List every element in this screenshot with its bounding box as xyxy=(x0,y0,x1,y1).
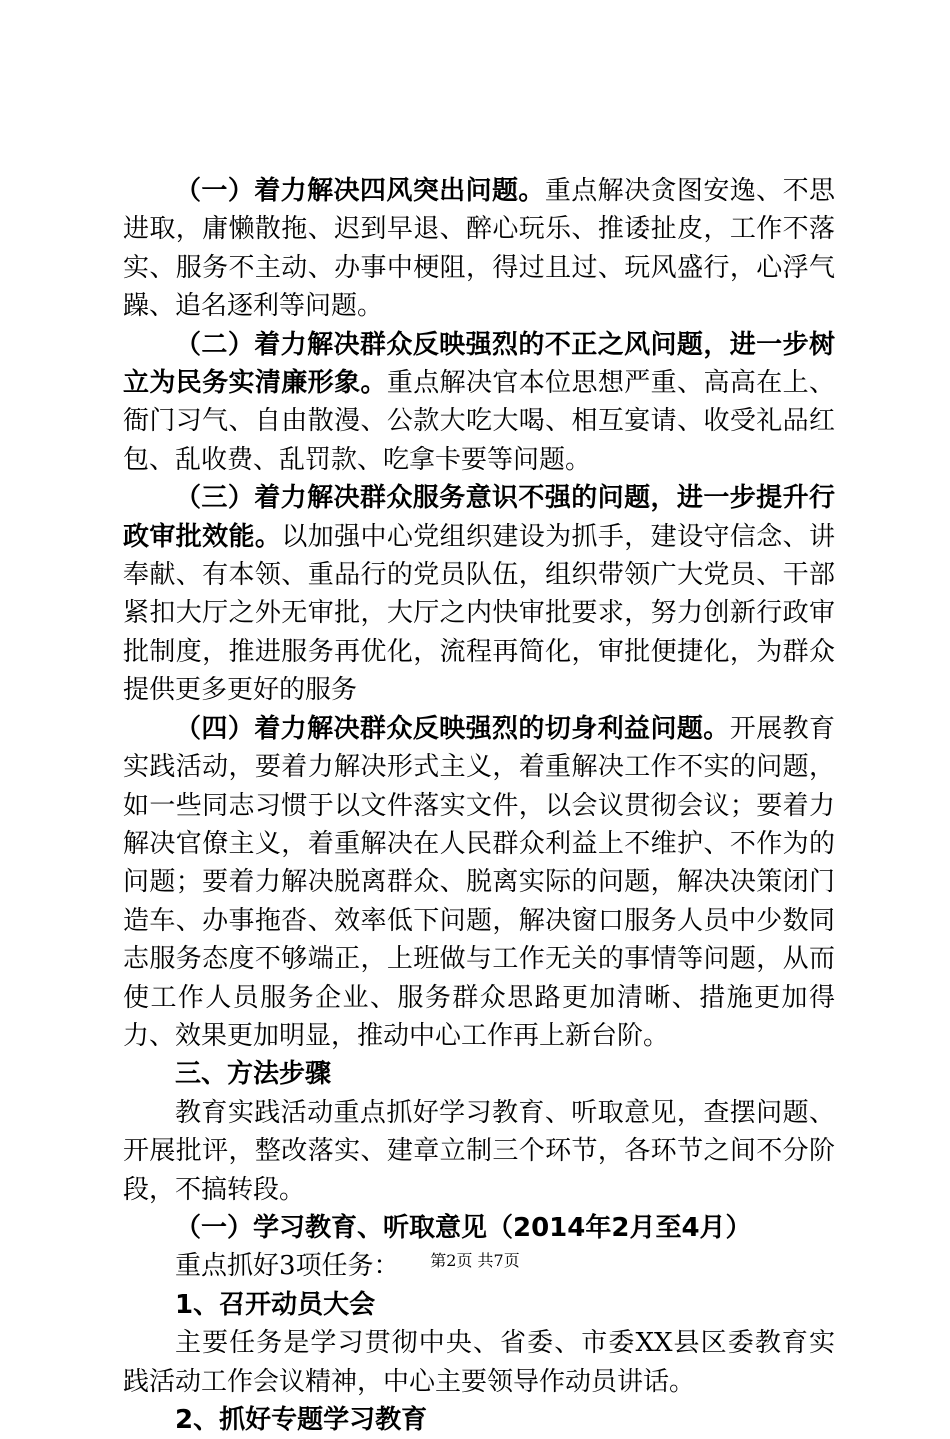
paragraph-heading: 2、抓好专题学习教育 xyxy=(175,1405,428,1435)
page-footer: 第2页 共7页 xyxy=(430,1251,520,1270)
section-heading-methods xyxy=(123,1055,835,1093)
paragraph-2 xyxy=(123,326,835,480)
paragraph-heading: （三）着力解决群众服务意识不强的问题，进一步提升行政审批效能。 xyxy=(123,483,835,552)
paragraph-text: 教育实践活动重点抓好学习教育、听取意见，查摆问题、开展批评，整改落实、建章立制三个环节，各环节之间不分阶段，不搞转段。 xyxy=(123,1097,835,1205)
paragraph-text: 重点解决官本位思想严重、高高在上、衙门习气、自由散漫、公款大吃大喝、相互宴请、收受礼品红包、乱收费、乱罚款、吃拿卡要等问题。 xyxy=(123,368,835,475)
paragraph-heading: 三、方法步骤 xyxy=(175,1059,332,1090)
paragraph-7 xyxy=(123,1324,835,1401)
paragraph-4 xyxy=(123,710,835,1056)
paragraph-heading: （二）着力解决群众反映强烈的不正之风问题，进一步树立为民务实清廉形象。 xyxy=(123,329,835,399)
paragraph-text: 重点解决贪图安逸、不思进取，庸懒散拖、迟到早退、醉心玩乐、推诿扯皮，工作不落实、服务不主动、办事中梗阻，得过且过、玩风盛行，心浮气躁、追名逐利等问题。 xyxy=(123,176,835,322)
paragraph-heading: （一）着力解决四风突出问题。 xyxy=(175,176,545,206)
item-heading-1 xyxy=(123,1286,835,1324)
paragraph-text: 重点抓好3项任务： xyxy=(175,1251,400,1282)
paragraph-text: 以加强中心党组织建设为抓手，建设守信念、讲奉献、有本领、重品行的党员队伍，组织带领广大党员、干部紧扣大厅之外无审批，大厅之内快审批要求，努力创新行政审批制度，推进服务再优化，流程再简化，审批便捷化，为群众提供更多更好的服务 xyxy=(123,521,835,706)
paragraph-heading: （四）着力解决群众反映强烈的切身利益问题。 xyxy=(175,713,730,744)
subheading-learning xyxy=(123,1209,835,1247)
item-heading-2 xyxy=(123,1401,835,1439)
paragraph-heading: 1、召开动员大会 xyxy=(175,1289,376,1320)
paragraph-text: 主要任务是学习贯彻中央、省委、市委XX县区委教育实践活动工作会议精神，中心主要领导作动员讲话。 xyxy=(123,1328,835,1397)
paragraph-3 xyxy=(123,479,835,709)
paragraph-1 xyxy=(123,172,835,326)
paragraph-heading: （一）学习教育、听取意见（2014年2月至4月） xyxy=(175,1212,752,1243)
paragraph-5 xyxy=(123,1094,835,1209)
paragraph-text: 开展教育实践活动，要着力解决形式主义，着重解决工作不实的问题，如一些同志习惯于以文件落实文件，以会议贯彻会议；要着力解决官僚主义，着重解决在人民群众利益上不维护、不作为的问题；要着力解决脱离群众、脱离实际的问题，解决决策闭门造车、办事拖沓、效率低下问题，解决窗口服务人员中少数同志服务态度不够端正，上班做与工作无关的事情等问题，从而使工作人员服务企业、服务群众思路更加清晰、措施更加得力、效果更加明显，推动中心工作再上新台阶。 xyxy=(123,713,835,1051)
